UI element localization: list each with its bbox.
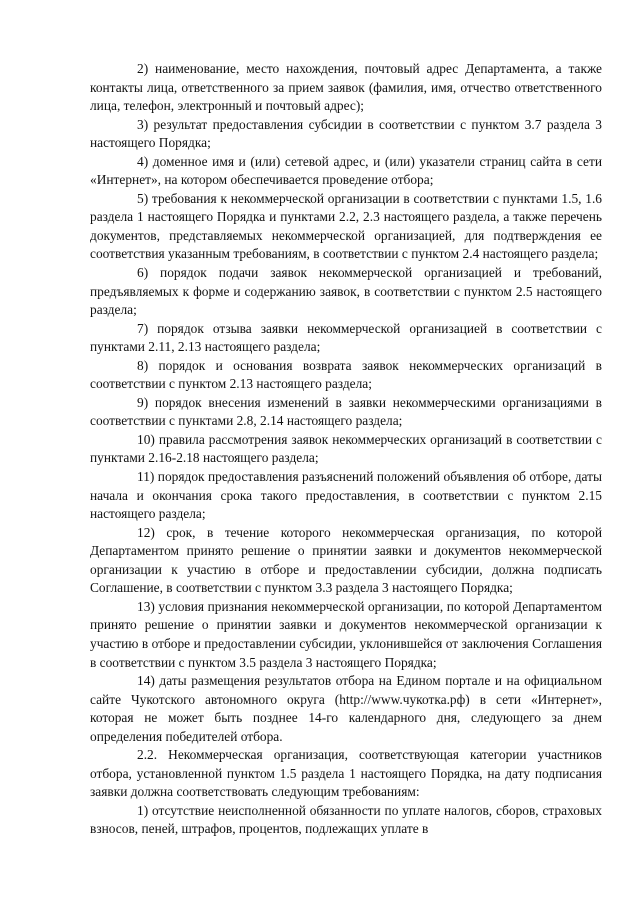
paragraph-item-6: 6) порядок подачи заявок некоммерческой организацией и требований, предъявляемых к форме и содержанию заявок, в соответствии с пунктом 2.5 настоящего раздела;: [90, 265, 602, 318]
paragraph-requirement-1: 1) отсутствие неисполненной обязанности по уплате налогов, сборов, страховых взносов, пеней, штрафов, процентов, подлежащих уплате в: [90, 802, 602, 837]
document-page: [90, 60, 602, 839]
paragraph-item-9: 9) порядок внесения изменений в заявки некоммерческими организациями в соответствии с пунктами 2.8, 2.14 настоящего раздела;: [90, 394, 602, 429]
paragraph-item-4: 4) доменное имя и (или) сетевой адрес, и (или) указатели страниц сайта в сети «Интернет», на котором обеспечивается проведение отбора;: [90, 153, 602, 188]
paragraph-item-8: 8) порядок и основания возврата заявок некоммерческих организаций в соответствии с пунктом 2.13 настоящего раздела;: [90, 357, 602, 392]
paragraph-item-12: 12) срок, в течение которого некоммерческая организация, по которой Департаментом принято решение о принятии заявки и документов некоммерческой организации к участию в отборе и предоставлении субсидии, должна подписать Соглашение, в соответствии с пунктом 3.3 раздела 3 настоящего Порядка;: [90, 524, 602, 596]
paragraph-item-14: 14) даты размещения результатов отбора на Едином портале и на официальном сайте Чукотского автономного округа (http://www.чукотка.рф) в сети «Интернет», которая не может быть позднее 14-го календарного дня, следующего за днем определения победителей отбора.: [90, 673, 602, 744]
paragraph-item-2: 2) наименование, место нахождения, почтовый адрес Департамента, а также контакты лица, ответственного за прием заявок (фамилия, имя, отчество ответственного лица, телефон, электронный и почтовый адрес);: [90, 61, 602, 114]
paragraph-section-2-2: 2.2. Некоммерческая организация, соответствующая категории участников отбора, установленной пунктом 1.5 раздела 1 настоящего Порядка, на дату подписания заявки должна соответствовать следующим требованиям:: [90, 747, 602, 800]
paragraph-item-13: 13) условия признания некоммерческой организации, по которой Департаментом принято решение о принятии заявки и документов некоммерческой организации к участию в отборе и предоставлении субсидии, уклонившейся от заключения Соглашения в соответствии с пунктом 3.5 раздела 3 настоящего Порядка;: [90, 598, 602, 670]
paragraph-item-11: 11) порядок предоставления разъяснений положений объявления об отборе, даты начала и окончания срока такого предоставления, в соответствии с пунктом 2.15 настоящего раздела;: [90, 469, 602, 522]
paragraph-item-3: 3) результат предоставления субсидии в соответствии с пунктом 3.7 раздела 3 настоящего Порядка;: [90, 116, 602, 151]
paragraph-item-5: 5) требования к некоммерческой организации в соответствии с пунктами 1.5, 1.6 раздела 1 настоящего Порядка и пунктами 2.2, 2.3 настоящего раздела, а также перечень документов, представляемых некоммерческой организацией, для подтверждения ее соответствия указанным требованиям, в соответствии с пунктом 2.4 настоящего раздела;: [90, 190, 602, 262]
paragraph-item-10: 10) правила рассмотрения заявок некоммерческих организаций в соответствии с пунктами 2.16-2.18 настоящего раздела;: [90, 431, 602, 466]
paragraph-item-7: 7) порядок отзыва заявки некоммерческой организацией в соответствии с пунктами 2.11, 2.13 настоящего раздела;: [90, 320, 602, 355]
